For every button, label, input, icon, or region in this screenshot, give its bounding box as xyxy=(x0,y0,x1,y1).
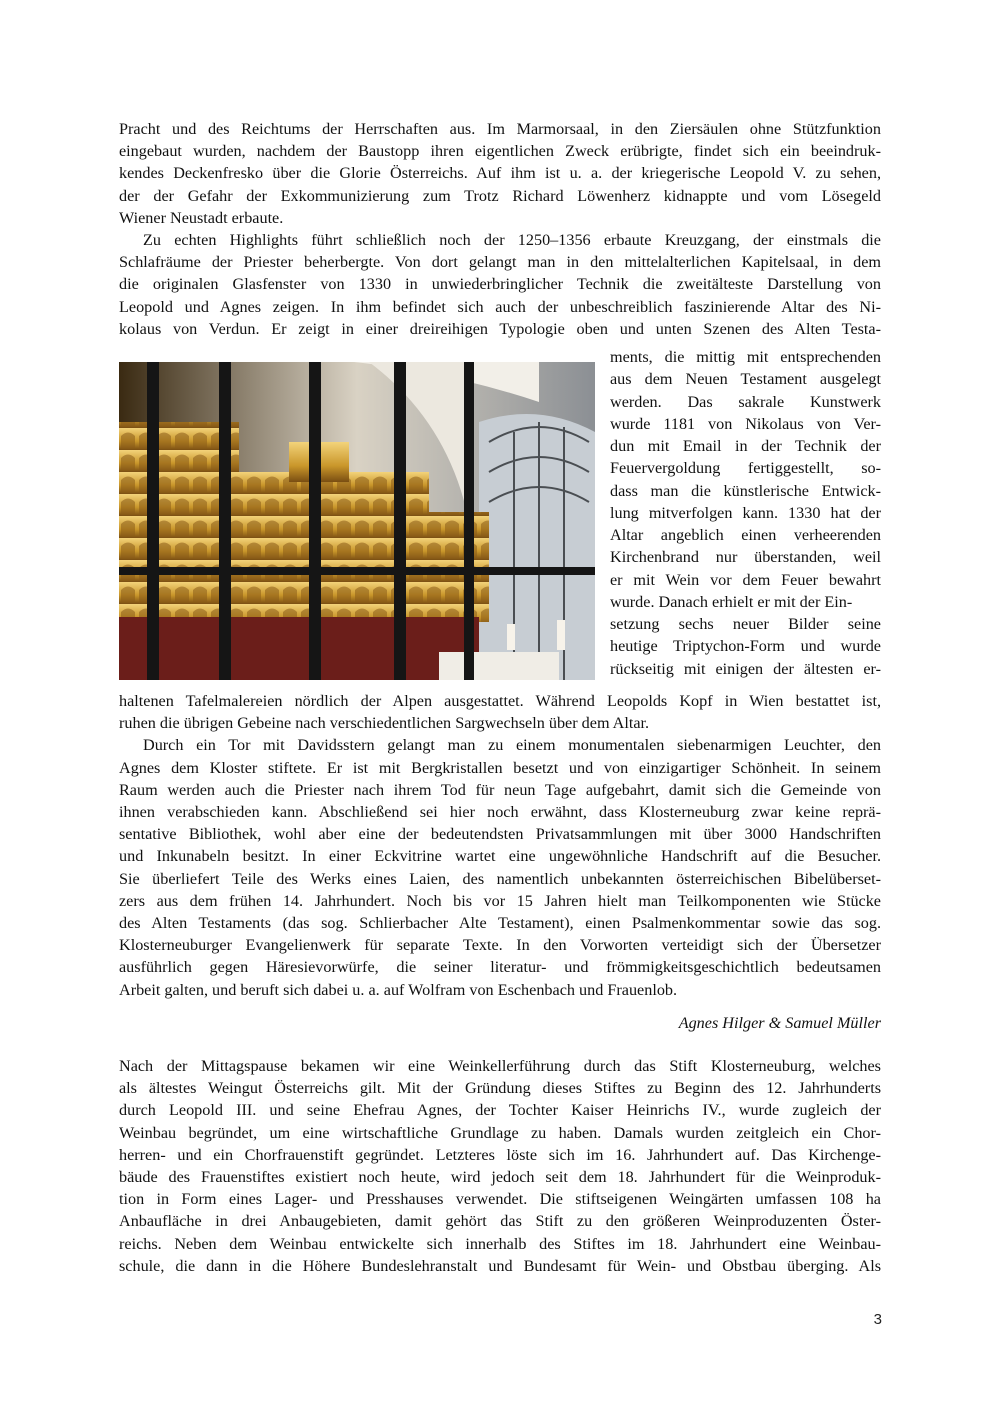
text-line: sentative Bibliothek, wohl aber eine der bedeutendsten Privatsammlungen mit über 3000 Handschriften xyxy=(119,825,881,844)
text-line: kendes Deckenfresko über die Glorie Österreichs. Auf ihm ist u. a. der kriegerische Leopold V. zu sehen, xyxy=(119,164,881,183)
text-line: der der Gefahr der Exkommunizierung zum Trotz Richard Löwenherz kidnappte und vom Lösegeld xyxy=(119,186,881,205)
text-line: wurde 1181 von Nikolaus von Ver- xyxy=(610,414,881,433)
text-line: als ältestes Weingut Österreichs gilt. Mit der Gründung dieses Stiftes zu Beginn des 12. Jahrhunderts xyxy=(119,1079,881,1098)
text-line: Schlafräume der Priester beherbergte. Von dort gelangt man in den mittelalterlichen Kapitelsaal, in dem xyxy=(119,253,881,272)
text-line: bäude des Frauenstiftes existiert noch heute, wird jedoch seit dem 18. Jahrhundert für die Weinproduk- xyxy=(119,1168,881,1186)
text-line: lung mitverfolgen kann. 1330 hat der xyxy=(610,503,881,522)
altar-photo-icon xyxy=(119,362,595,680)
page-number: 3 xyxy=(873,1311,882,1328)
text-line: Zu echten Highlights führt schließlich noch der 1250–1356 erbaute Kreuzgang, der einstmals die xyxy=(143,231,881,249)
text-line: dun mit Email in der Technik der xyxy=(610,437,881,455)
text-line: schule, die dann in die Höhere Bundeslehranstalt und Bundesamt für Wein- und Obstbau überging. Als xyxy=(119,1256,881,1275)
text-line: haltenen Tafelmalereien nördlich der Alpen ausgestattet. Während Leopolds Kopf in Wien bestattet ist, xyxy=(119,692,881,710)
text-line: ihnen verabschieden kann. Abschließend sei hier noch erwähnt, dass Klosterneuburg zwar keine reprä- xyxy=(119,803,881,821)
text-line: dass man die künstlerische Entwick- xyxy=(610,481,881,500)
text-line: Klosterneuburger Evangelienwerk für separate Texte. In den Vorworten verteidigt sich der Übersetzer xyxy=(119,936,881,955)
text-line: kolaus von Verdun. Er zeigt in einer dreireihigen Typologie oben und unten Szenen des Alten Testa- xyxy=(119,319,881,338)
text-line: reichs. Neben dem Weinbau entwickelte sich innerhalb des Stiftes im 18. Jahrhundert eine Weinbau- xyxy=(119,1234,881,1253)
text-line: und Inkunabeln besitzt. In einer Eckvitrine wartet eine ungewöhnliche Handschrift auf die Besucher. xyxy=(119,847,881,866)
text-line: Feuervergoldung fertiggestellt, so- xyxy=(610,459,881,478)
text-line: herren- und ein Chorfrauenstift gegründet. Letzteres löste sich im 16. Jahrhundert auf. Das Kirchenge- xyxy=(119,1145,881,1164)
altar-photo xyxy=(119,362,595,680)
text-line: Weinbau begründet, um eine wirtschaftliche Grundlage zu haben. Damals wurden zeitgleich ein Chor- xyxy=(119,1123,881,1142)
text-line: Anbaufläche in drei Anbaugebieten, damit gehört das Stift zu den größeren Weinproduzenten Öster- xyxy=(119,1212,881,1231)
text-line: durch Leopold III. und seine Ehefrau Agnes, der Tochter Kaiser Heinrichs IV., wurde zugleich der xyxy=(119,1101,881,1120)
text-line: Raum werden auch die Priester nach ihrem Tod für neun Tage aufgebahrt, damit sich die Gemeinde von xyxy=(119,780,881,799)
text-line: Sie überliefert Teile des Werks eines Laien, des namentlich unbekannten österreichischen Bibelüberset- xyxy=(119,869,881,888)
text-line: Kirchenbrand nur überstanden, weil xyxy=(610,548,881,567)
text-line: werden. Das sakrale Kunstwerk xyxy=(610,392,881,411)
text-line: ruhen die übrigen Gebeine nach verschiedentlichen Sargwechseln über dem Altar. xyxy=(119,714,650,733)
text-line: Altar angeblich einen verheerenden xyxy=(610,526,881,544)
text-line: ausführlich gegen Häresievorwürfe, die seiner literatur- und frömmigkeitsgeschichtlich bedeutsamen xyxy=(119,958,881,977)
text-line: die originalen Glasfenster von 1330 in unwiederbringlicher Technik die zweitälteste Darstellung von xyxy=(119,275,881,294)
text-line: Durch ein Tor mit Davidsstern gelangt man zu einem monumentalen siebenarmigen Leuchter, den xyxy=(143,736,881,755)
text-line: tion in Form eines Lager- und Presshauses verwendet. Die stiftseigenen Weingärten umfassen 108 ha xyxy=(119,1190,881,1209)
text-line: Arbeit galten, und beruft sich dabei u. a. auf Wolfram von Eschenbach und Frauenlob. xyxy=(119,980,678,999)
text-line: Nach der Mittagspause bekamen wir eine Weinkellerführung durch das Stift Klosterneuburg, welches xyxy=(119,1057,881,1075)
text-line: rückseitig mit einigen der ältesten er- xyxy=(610,659,881,678)
text-line: Agnes dem Kloster stiftete. Er ist mit Bergkristallen besetzt und von einzigartiger Schönheit. In seinem xyxy=(119,758,881,777)
author-signature: Agnes Hilger & Samuel Müller xyxy=(678,1014,881,1032)
text-line: heutige Triptychon-Form und wurde xyxy=(610,637,881,656)
text-line: Pracht und des Reichtums der Herrschaften aus. Im Marmorsaal, in den Ziersäulen ohne Stützfunktion xyxy=(119,120,881,138)
text-line: Leopold und Agnes zeigen. In ihm befindet sich auch der unbeschreiblich faszinierende Altar des Ni- xyxy=(119,297,881,316)
text-line: des Alten Testaments (das sog. Schlierbacher Alte Testament), einen Psalmenkommentar sowie das sog. xyxy=(119,914,881,932)
text-line: er mit Wein vor dem Feuer bewahrt xyxy=(610,570,881,589)
text-line: eingebaut wurden, nachdem der Baustopp ihren eigentlichen Zweck erübrigte, findet sich ein beeindruk- xyxy=(119,142,881,161)
text-line: zers aus dem frühen 14. Jahrhundert. Noch bis vor 15 Jahren hielt man Teilkomponenten wie Stücke xyxy=(119,891,881,910)
text-line: Wiener Neustadt erbaute. xyxy=(119,208,284,227)
text-line: aus dem Neuen Testament ausgelegt xyxy=(610,370,881,389)
text-line: wurde. Danach erhielt er mit der Ein- xyxy=(610,592,853,611)
text-line: setzung sechs neuer Bilder seine xyxy=(610,615,881,633)
text-line: ments, die mittig mit entsprechenden xyxy=(610,348,881,366)
